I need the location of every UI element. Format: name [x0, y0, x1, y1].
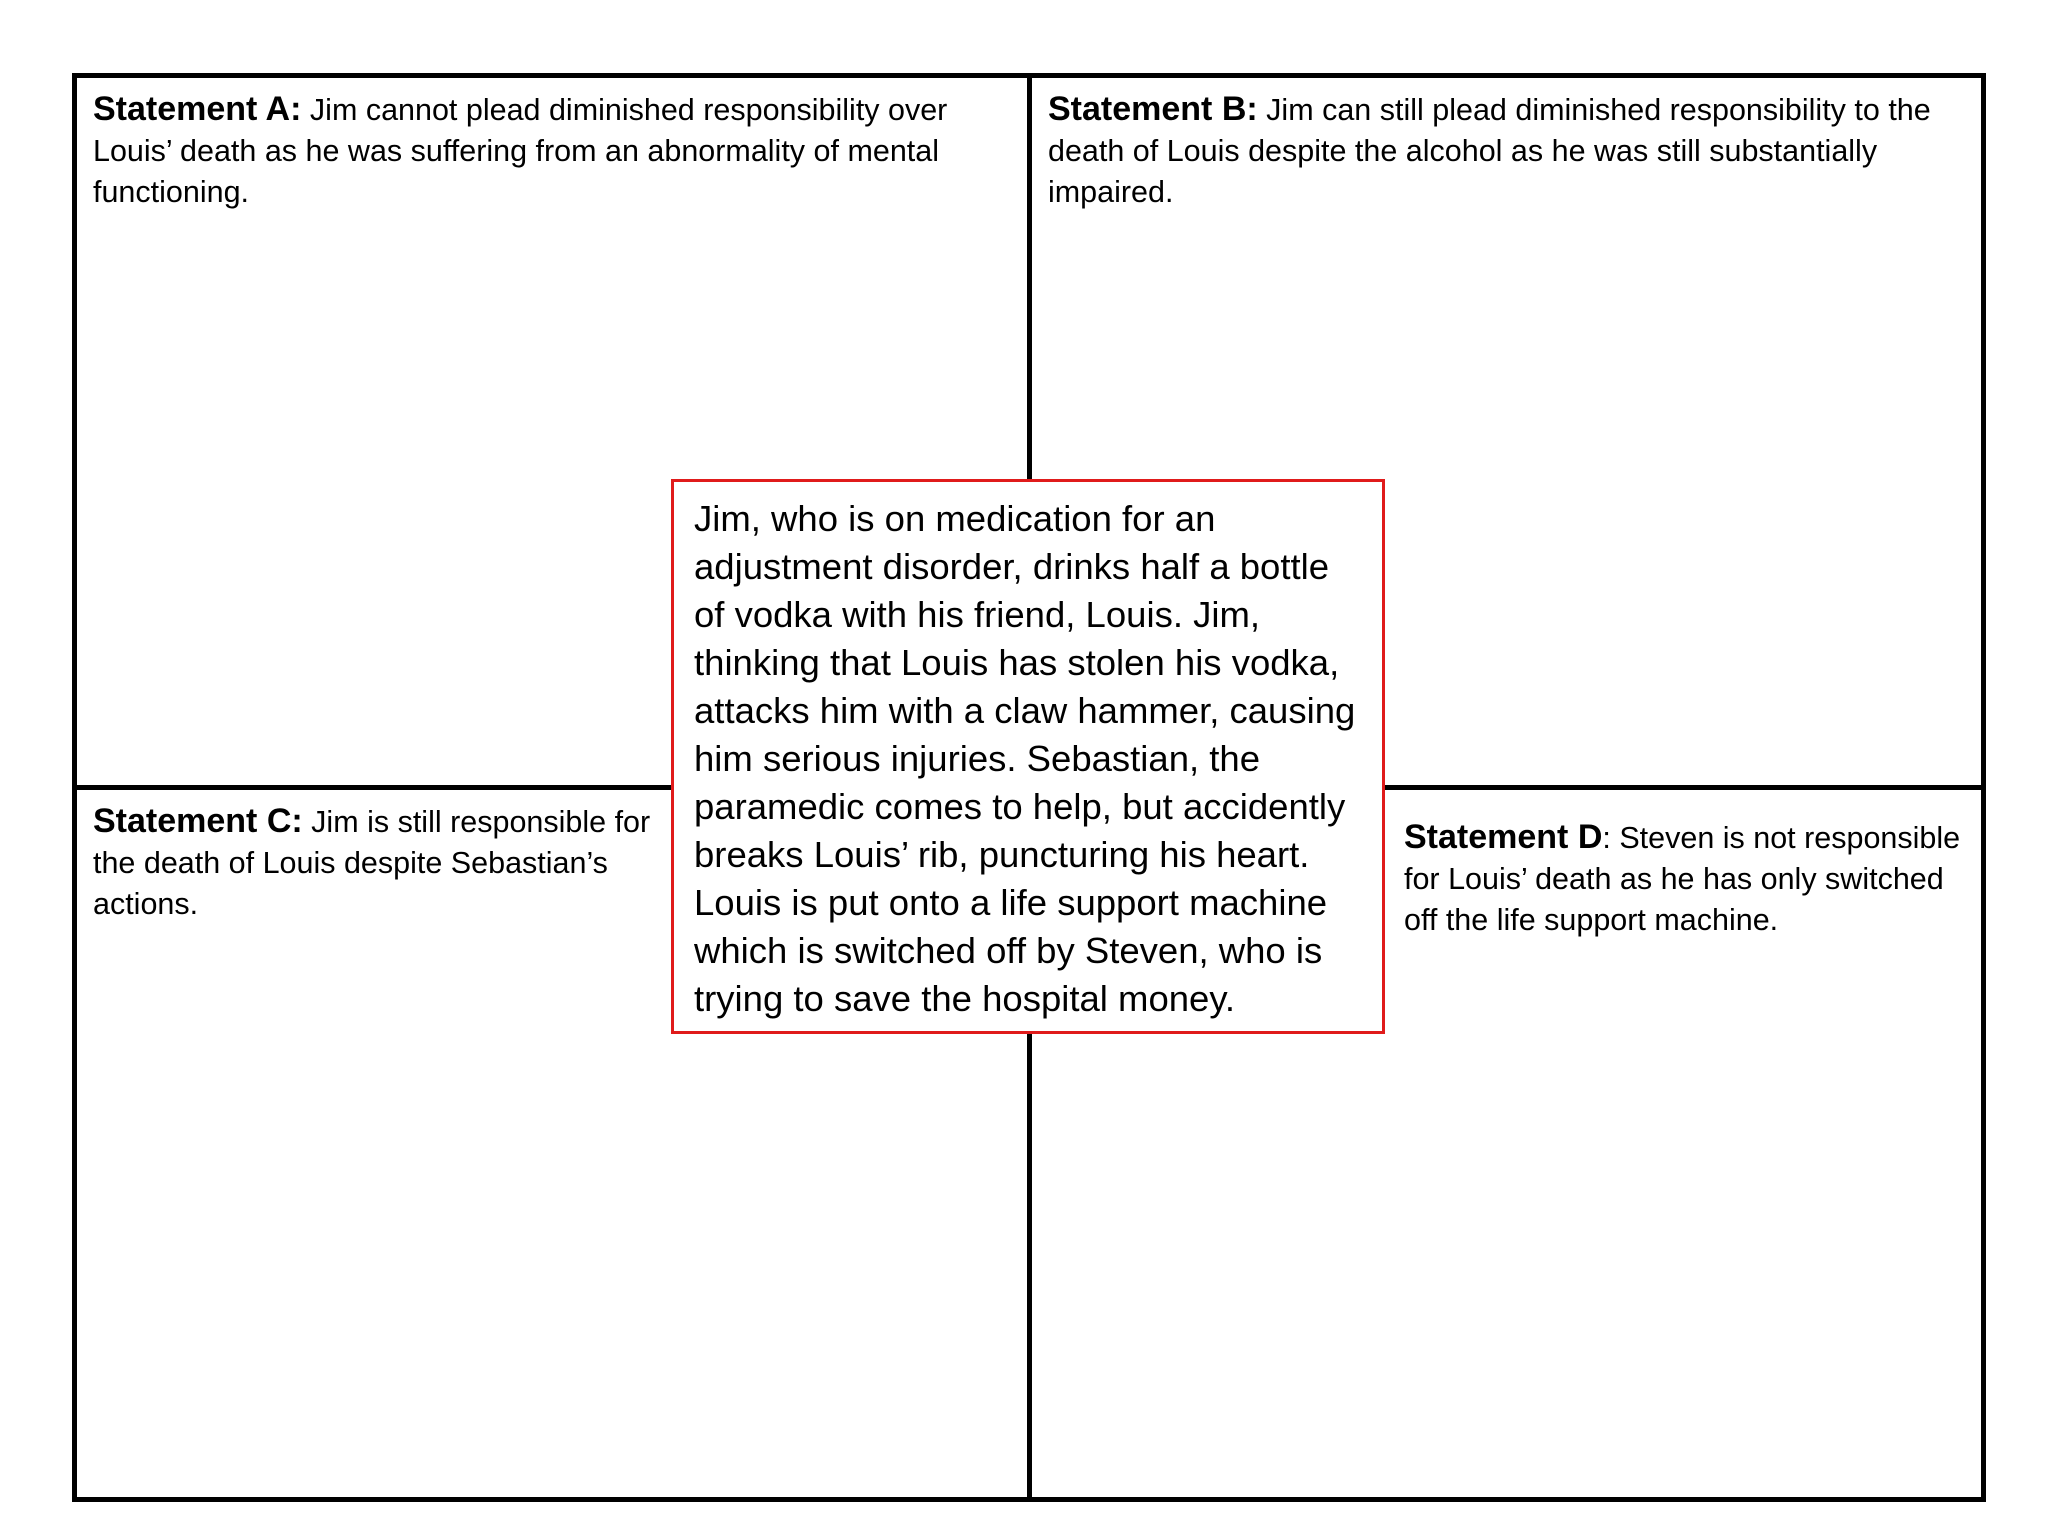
statement-b-label: Statement B:: [1048, 90, 1258, 128]
scenario-text: Jim, who is on medication for an adjustment disorder, drinks half a bottle of vodka with his friend, Louis. Jim, thinking that Louis has stolen his vodka, attacks him with a claw hammer, causing him serious injuries. Sebastian, the paramedic comes to help, but accidently breaks Louis’ rib, puncturing his heart. Louis is put onto a life support machine which is switched off by Steven, who is trying to save the hospital money.: [694, 498, 1356, 1019]
statement-d-label: Statement D: [1404, 818, 1603, 856]
statement-b-text: Jim can still plead diminished responsibility to the death of Louis despite the alcohol as he was still substantially impaired.: [1048, 93, 1931, 209]
statement-d: [1404, 817, 1974, 941]
statement-a-label: Statement A:: [93, 90, 302, 128]
statement-c-label: Statement C:: [93, 802, 303, 840]
statement-b: [1048, 89, 1973, 213]
statement-c: [93, 801, 673, 925]
statement-d-text: : Steven is not responsible for Louis’ death as he has only switched off the life support machine.: [1404, 821, 1961, 937]
statement-a-text: Jim cannot plead diminished responsibility over Louis’ death as he was suffering from an abnormality of mental functioning.: [93, 93, 948, 209]
statement-c-text: Jim is still responsible for the death of Louis despite Sebastian’s actions.: [93, 805, 651, 921]
statement-a: [93, 89, 1013, 213]
scenario-box: [671, 479, 1385, 1034]
